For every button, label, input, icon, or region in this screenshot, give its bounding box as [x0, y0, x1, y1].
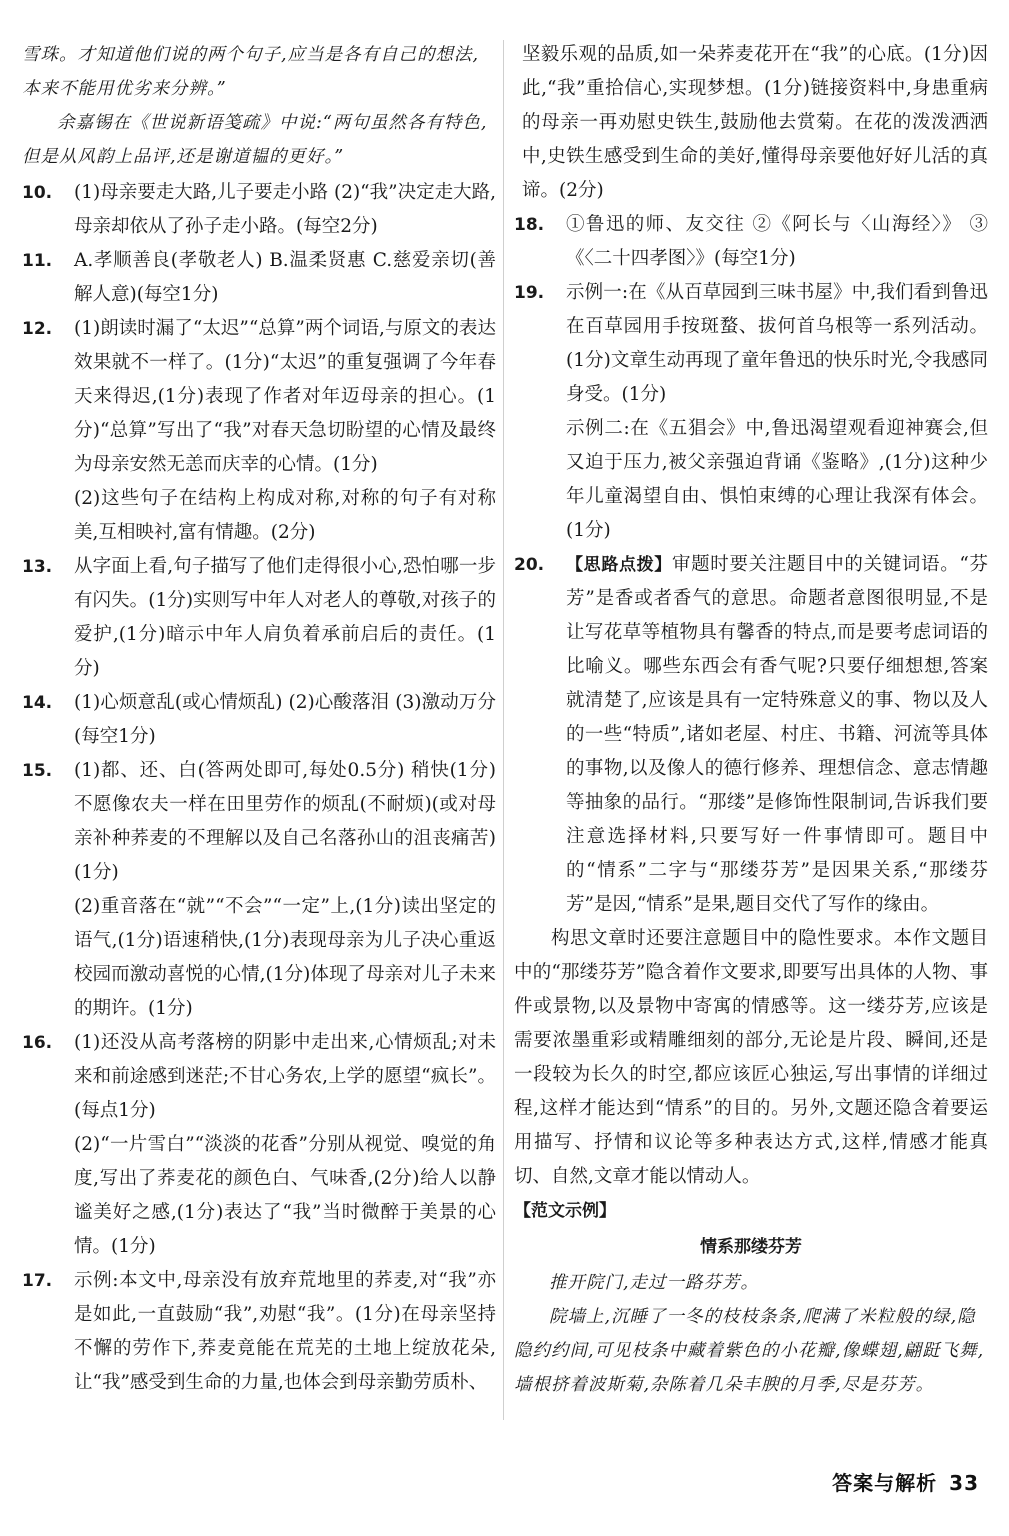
answer-text: (1)都、还、白(答两处即可,每处0.5分) 稍快(1分) 不愿像农夫一样在田里劳作的烦乱(不耐烦)(或对母亲补种荞麦的不理解以及自己名落孙山的沮丧痛苦)(1分)	[74, 760, 496, 883]
page-footer	[832, 1467, 979, 1496]
answer-text: ①鲁迅的师、友交往 ②《阿长与〈山海经〉》 ③《〈二十四孝图〉》(每空1分)	[566, 214, 988, 269]
item-number: 13.	[22, 557, 53, 577]
hint-paragraph-2: 构思文章时还要注意题目中的隐性要求。本作文题目中的“那缕芬芳”隐含着作文要求,即要写出具体的人物、事件或景物,以及景物中寄寓的情感等。这一缕芬芳,应该是需要浓墨重彩或精雕细刻的部分,无论是片段、瞬间,还是一段较为长久的时空,都应该匠心独运,写出事情的详细过程,这样才能达到“情系”的目的。另外,文题还隐含着要运用描写、抒情和议论等多种表达方式,这样,情感才能真切、自然,文章才能以情动人。	[514, 928, 988, 1187]
answer-text: 示例一:在《从百草园到三味书屋》中,我们看到鲁迅在百草园用手按斑蝥、拔何首乌根等一系列活动。(1分)文章生动再现了童年鲁迅的快乐时光,令我感同身受。(1分)	[566, 282, 988, 405]
answer-text: (1)朗读时漏了“太迟”“总算”两个词语,与原文的表达效果就不一样了。(1分)“太迟”的重复强调了今年春天来得迟,(1分)表现了作者对年迈母亲的担心。(1分)“总算”写出了“我”对春天急切盼望的心情及最终为母亲安然无恙而庆幸的心情。(1分)	[74, 318, 496, 475]
item17-continuation: 坚毅乐观的品质,如一朵荞麦花开在“我”的心底。(1分)因此,“我”重拾信心,实现梦想。(1分)链接资料中,身患重病的母亲一再劝慰史铁生,鼓励他去赏菊。在花的泼泼洒洒中,史铁生感受到生命的美好,懂得母亲要他好好儿活的真谛。(2分)	[522, 44, 988, 201]
quote-note: 余嘉锡在《世说新语笺疏》中说:“两句虽然各有特色,但是从风韵上品评,还是谢道韫的更好。”	[22, 113, 488, 167]
sample-essay-label: 【范文示例】	[514, 1201, 616, 1221]
answer-text: (1)母亲要走大路,儿子要走小路 (2)“我”决定走大路,母亲却依从了孙子走小路。(每空2分)	[74, 182, 496, 237]
answer-text	[566, 548, 988, 922]
left-column	[22, 38, 496, 1400]
answer-text: A.孝顺善良(孝敬老人) B.温柔贤惠 C.慈爱亲切(善解人意)(每空1分)	[74, 250, 496, 305]
answer-item-12	[22, 312, 496, 550]
hint-tag: 【思路点拨】	[566, 555, 672, 575]
item-number: 20.	[514, 555, 545, 575]
answer-item-11	[22, 244, 496, 312]
answer-item-20	[514, 548, 988, 922]
page-number: 33	[949, 1471, 979, 1495]
answer-item-19	[514, 276, 988, 548]
answer-item-16	[22, 1026, 496, 1264]
item-number: 11.	[22, 251, 53, 271]
answer-text: 示例:本文中,母亲没有放弃荒地里的荞麦,对“我”亦是如此,一直鼓励“我”,劝慰“我”。(1分)在母亲坚持不懈的劳作下,荞麦竟能在荒芜的土地上绽放花朵,让“我”感受到生命的力量,也体会到母亲勤劳质朴、	[74, 1270, 496, 1393]
answer-text: 从字面上看,句子描写了他们走得很小心,恐怕哪一步有闪失。(1分)实则写中年人对老人的尊敬,对孩子的爱护,(1分)暗示中年人肩负着承前启后的责任。(1分)	[74, 556, 496, 679]
essay-paragraph: 院墙上,沉睡了一冬的枝枝条条,爬满了米粒般的绿,隐隐约约间,可见枝条中藏着紫色的小花瓣,像蝶翅,翩跹飞舞,墙根挤着波斯菊,杂陈着几朵丰腴的月季,尽是芬芳。	[514, 1307, 985, 1395]
essay-paragraph: 推开院门,走过一路芬芳。	[549, 1273, 760, 1293]
answer-text: 示例二:在《五猖会》中,鲁迅渴望观看迎神赛会,但又迫于压力,被父亲强迫背诵《鉴略》,(1分)这种少年儿童渴望自由、惧怕束缚的心理让我深有体会。(1分)	[566, 418, 988, 541]
answer-item-15	[22, 754, 496, 1026]
essay-title: 情系那缕芬芳	[700, 1237, 802, 1257]
right-column	[514, 38, 988, 1402]
answer-item-17	[22, 1264, 496, 1400]
item-number: 15.	[22, 761, 53, 781]
answer-item-10	[22, 176, 496, 244]
item-number: 19.	[514, 283, 545, 303]
answer-item-18	[514, 208, 988, 276]
answer-text: (2)这些句子在结构上构成对称,对称的句子有对称美,互相映衬,富有情趣。(2分)	[74, 488, 496, 543]
item-number: 17.	[22, 1271, 53, 1291]
item-number: 16.	[22, 1033, 53, 1053]
answer-item-14	[22, 686, 496, 754]
answer-text: (2)重音落在“就”“不会”“一定”上,(1分)读出坚定的语气,(1分)语速稍快,(1分)表现母亲为儿子决心重返校园而激动喜悦的心情,(1分)体现了母亲对儿子未来的期许。(1分)	[74, 896, 496, 1019]
answer-text: (1)心烦意乱(或心情烦乱) (2)心酸落泪 (3)激动万分(每空1分)	[74, 692, 496, 747]
answer-item-13	[22, 550, 496, 686]
footer-label: 答案与解析	[832, 1471, 938, 1495]
answer-text: (1)还没从高考落榜的阴影中走出来,心情烦乱;对未来和前途感到迷茫;不甘心务农,上学的愿望“疯长”。(每点1分)	[74, 1032, 496, 1121]
item-number: 12.	[22, 319, 53, 339]
column-divider	[503, 40, 504, 1420]
item-number: 14.	[22, 693, 53, 713]
answer-text: (2)“一片雪白”“淡淡的花香”分别从视觉、嗅觉的角度,写出了荞麦花的颜色白、气味香,(2分)给人以静谧美好之感,(1分)表达了“我”当时微醉于美景的心情。(1分)	[74, 1134, 496, 1257]
item-number: 10.	[22, 183, 53, 203]
quote-tail: 雪珠。才知道他们说的两个句子,应当是各有自己的想法,本来不能用优劣来分辨。”	[22, 45, 480, 99]
item-number: 18.	[514, 215, 545, 235]
hint-text: 审题时要关注题目中的关键词语。“芬芳”是香或者香气的意思。命题者意图很明显,不是让写花草等植物具有馨香的特点,而是要考虑词语的比喻义。哪些东西会有香气呢?只要仔细想想,答案就清楚了,应该是具有一定特殊意义的事、物以及人的一些“特质”,诸如老屋、村庄、书籍、河流等具体的事物,以及像人的德行修养、理想信念、意志情趣等抽象的品行。“那缕”是修饰性限制词,告诉我们要注意选择材料,只要写好一件事情即可。题目中的“情系”二字与“那缕芬芳”是因果关系,“那缕芬芳”是因,“情系”是果,题目交代了写作的缘由。	[566, 554, 988, 915]
